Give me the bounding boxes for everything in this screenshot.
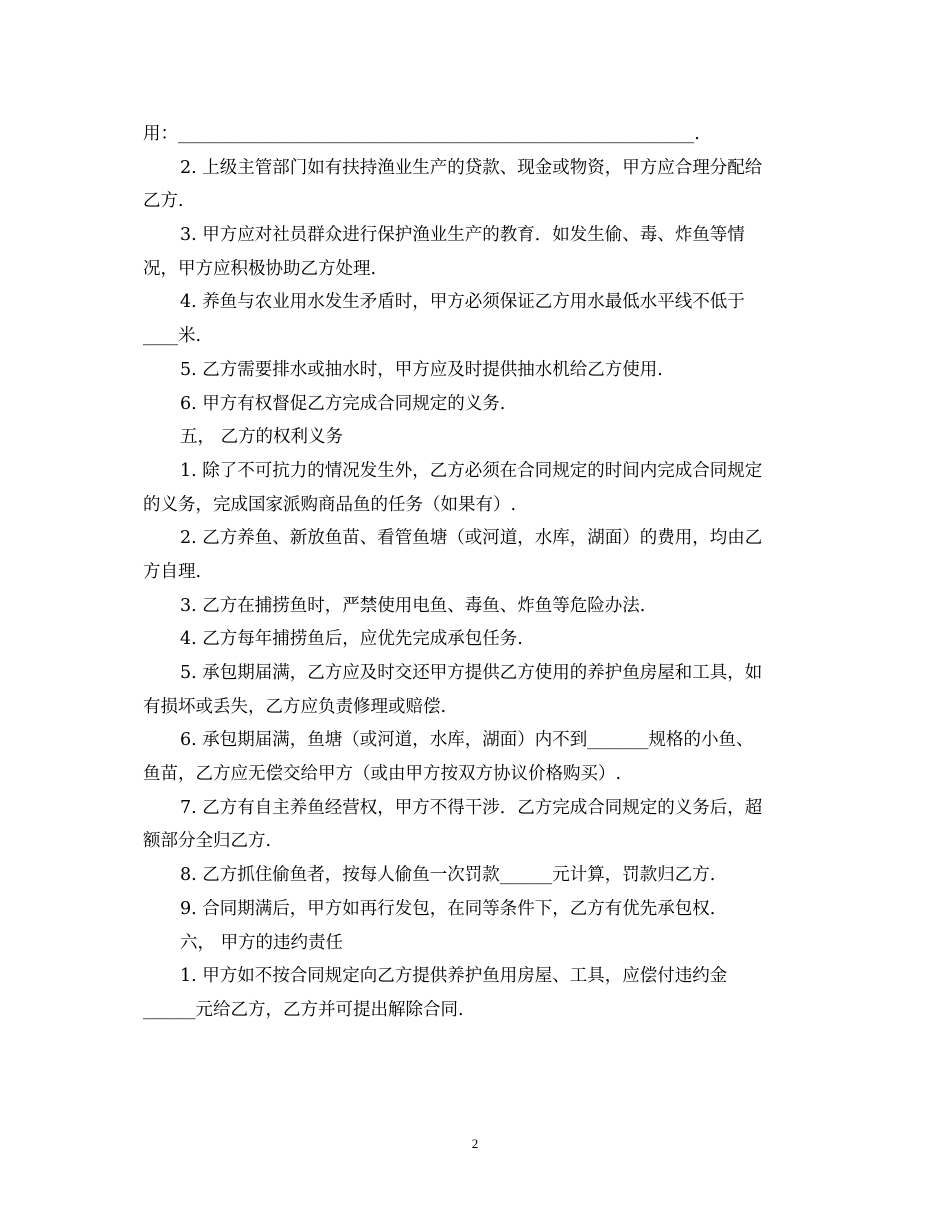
text-line: 3. 甲方应对社员群众进行保护渔业生产的教育．如发生偷、毒、炸鱼等情: [180, 225, 745, 246]
text-line: 况，甲方应积极协助乙方处理.: [143, 258, 377, 279]
text-line: 方自理.: [143, 561, 202, 582]
text-line: 3. 乙方在捕捞鱼时，严禁使用电鱼、毒鱼、炸鱼等危险办法.: [180, 595, 646, 616]
text-line: 5. 乙方需要排水或抽水时，甲方应及时提供抽水机给乙方使用.: [180, 359, 663, 380]
text-line: 有损坏或丢失，乙方应负责修理或赔偿.: [143, 696, 447, 717]
text-line: 6. 承包期届满，鱼塘（或河道，水库，湖面）内不到_______规格的小鱼、: [180, 730, 754, 751]
text-line: 9. 合同期满后，甲方如再行发包，在同等条件下，乙方有优先承包权.: [180, 898, 716, 919]
text-line: 2. 乙方养鱼、新放鱼苗、看管鱼塘（或河道，水库，湖面）的费用，均由乙: [180, 528, 763, 549]
section-heading: 五， 乙方的权利义务: [180, 427, 344, 448]
text-line: 2. 上级主管部门如有扶持渔业生产的贷款、现金或物资，甲方应合理分配给: [180, 157, 763, 178]
text-line: 4. 养鱼与农业用水发生矛盾时，甲方必须保证乙方用水最低水平线不低于: [180, 292, 745, 313]
text-line: 乙方.: [143, 191, 184, 212]
text-line: 4. 乙方每年捕捞鱼后，应优先完成承包任务.: [180, 629, 523, 650]
text-line: 的义务，完成国家派购商品鱼的任务（如果有）.: [143, 494, 517, 515]
text-line: 7. 乙方有自主养鱼经营权，甲方不得干涉．乙方完成合同规定的义务后，超: [180, 797, 763, 818]
document-body: [143, 118, 813, 1028]
text-line: ______元给乙方，乙方并可提出解除合同.: [143, 999, 464, 1020]
text-line: 额部分全归乙方.: [143, 831, 272, 852]
text-line: 1. 除了不可抗力的情况发生外，乙方必须在合同规定的时间内完成合同规定: [180, 460, 763, 481]
section-heading: 六， 甲方的违约责任: [180, 932, 344, 953]
text-line: 1. 甲方如不按合同规定向乙方提供养护鱼用房屋、工具，应偿付违约金: [180, 966, 728, 987]
page-number: 2: [471, 1136, 479, 1151]
text-line: 8. 乙方抓住偷鱼者，按每人偷鱼一次罚款______元计算，罚款归乙方.: [180, 865, 716, 886]
text-line: 用：___________________________________________________________.: [143, 124, 700, 144]
text-line: 5. 承包期届满，乙方应及时交还甲方提供乙方使用的养护鱼房屋和工具，如: [180, 663, 763, 683]
text-line: 鱼苗，乙方应无偿交给甲方（或由甲方按双方协议价格购买）.: [143, 764, 622, 785]
text-line: ____米.: [143, 326, 202, 347]
text-line: 6. 甲方有权督促乙方完成合同规定的义务.: [180, 393, 506, 414]
